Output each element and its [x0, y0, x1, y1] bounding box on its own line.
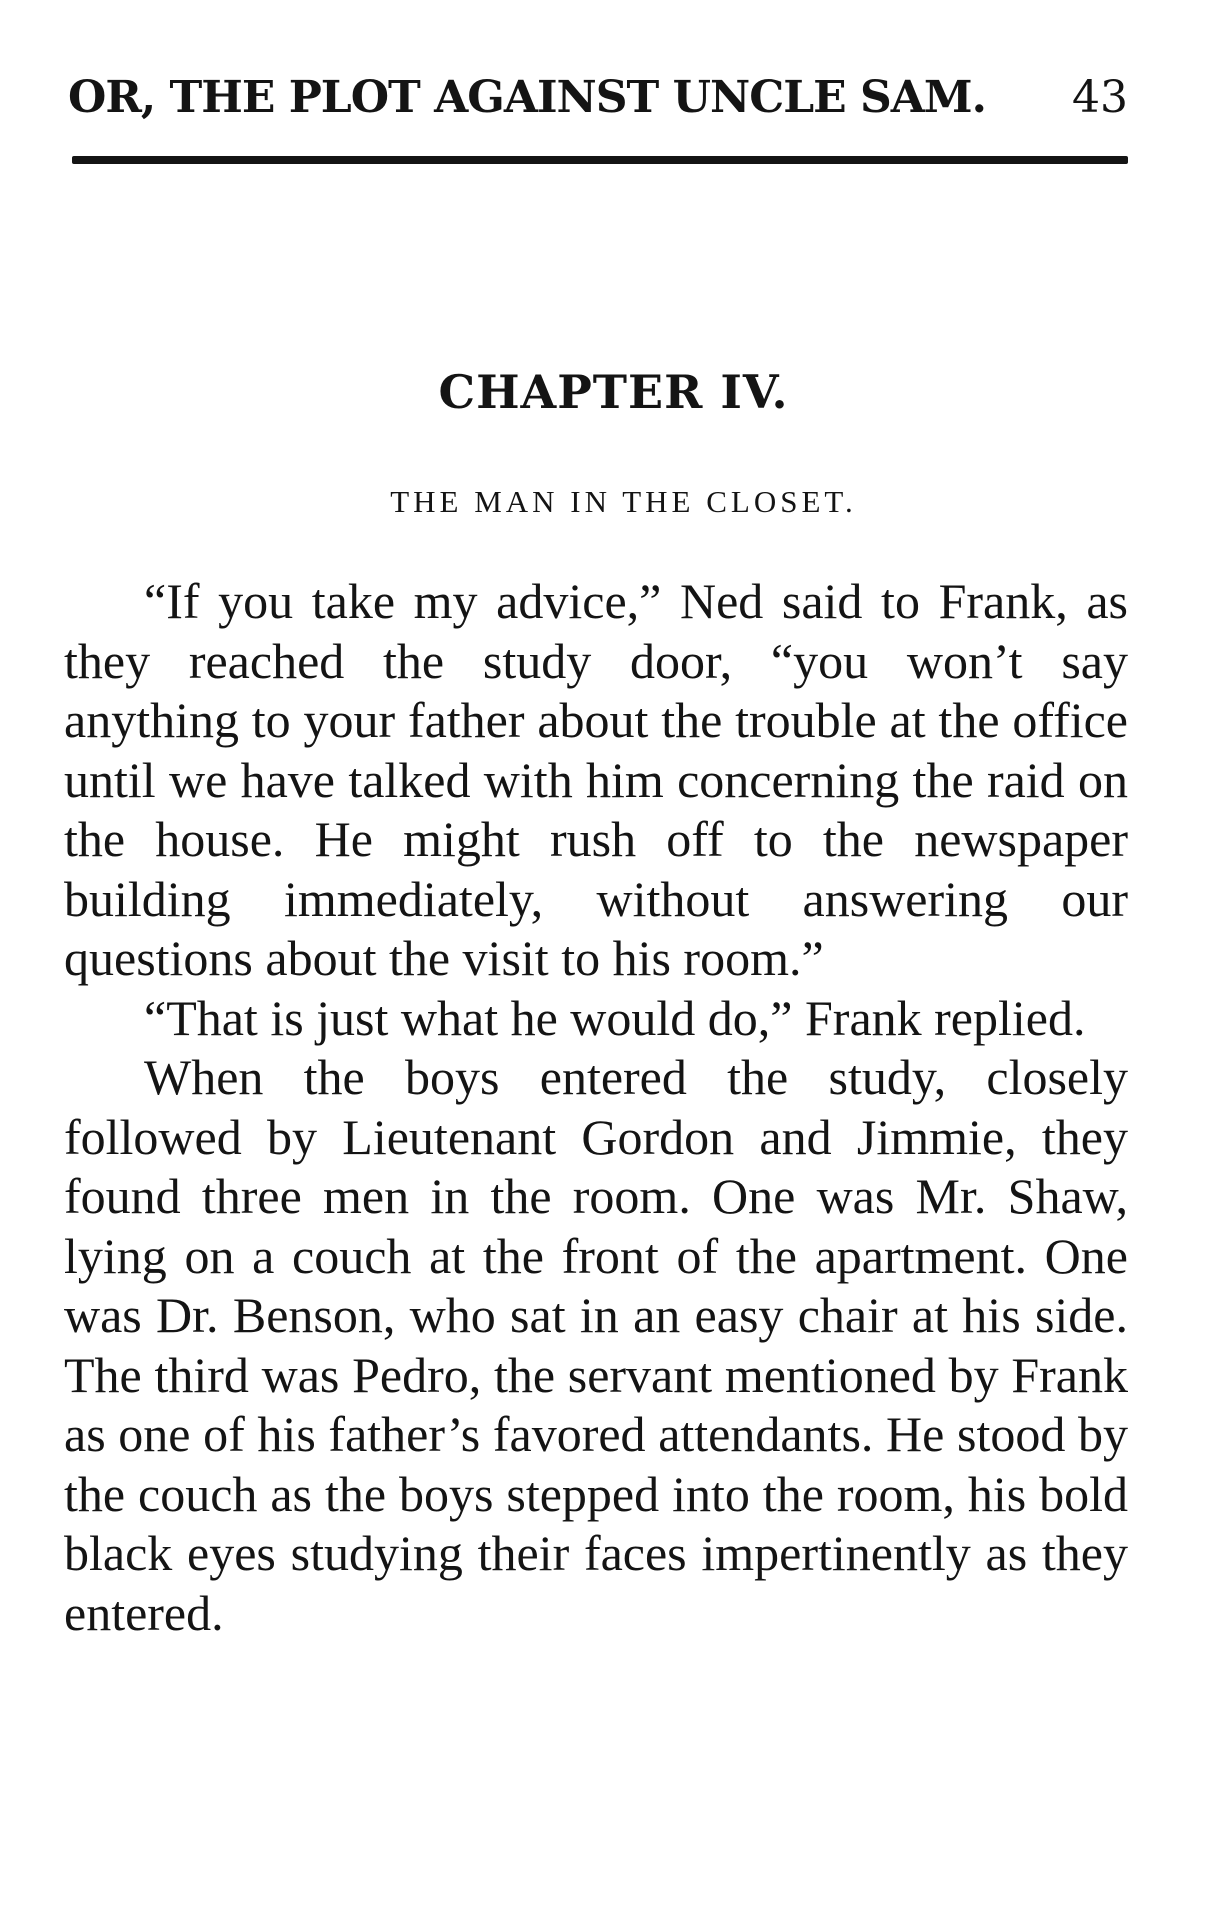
chapter-subtitle: THE MAN IN THE CLOSET. — [390, 484, 857, 519]
running-head — [68, 68, 1128, 138]
paragraph: When the boys entered the study, closely followed by Lieutenant Gordon and Jimmie, they found three men in the room. One was Mr. Shaw, lying on a couch at the front of the apartment. One was Dr. Benson, who sat in an easy chair at his side. The third was Pedro, the servant mentioned by Frank as one of his father’s favored attendants. He stood by the couch as the boys stepped into the room, his bold black eyes studying their faces impertinently as they entered. — [64, 1049, 1128, 1641]
paragraph: “If you take my advice,” Ned said to Frank, as they reached the study door, “you won’t say anything to your father about the trouble at the office until we have talked with him concerning the raid on the house. He might rush off to the newspaper building immediately, without answering our questions about the visit to his room.” — [64, 573, 1128, 986]
running-title: OR, THE PLOT AGAINST UNCLE SAM. — [68, 72, 986, 123]
paragraph: “That is just what he would do,” Frank replied. — [144, 989, 1086, 1046]
chapter-title: CHAPTER IV. — [438, 365, 789, 419]
page-number: 43 — [1072, 72, 1128, 123]
body-text — [64, 572, 1128, 1643]
header-rule — [72, 156, 1128, 164]
